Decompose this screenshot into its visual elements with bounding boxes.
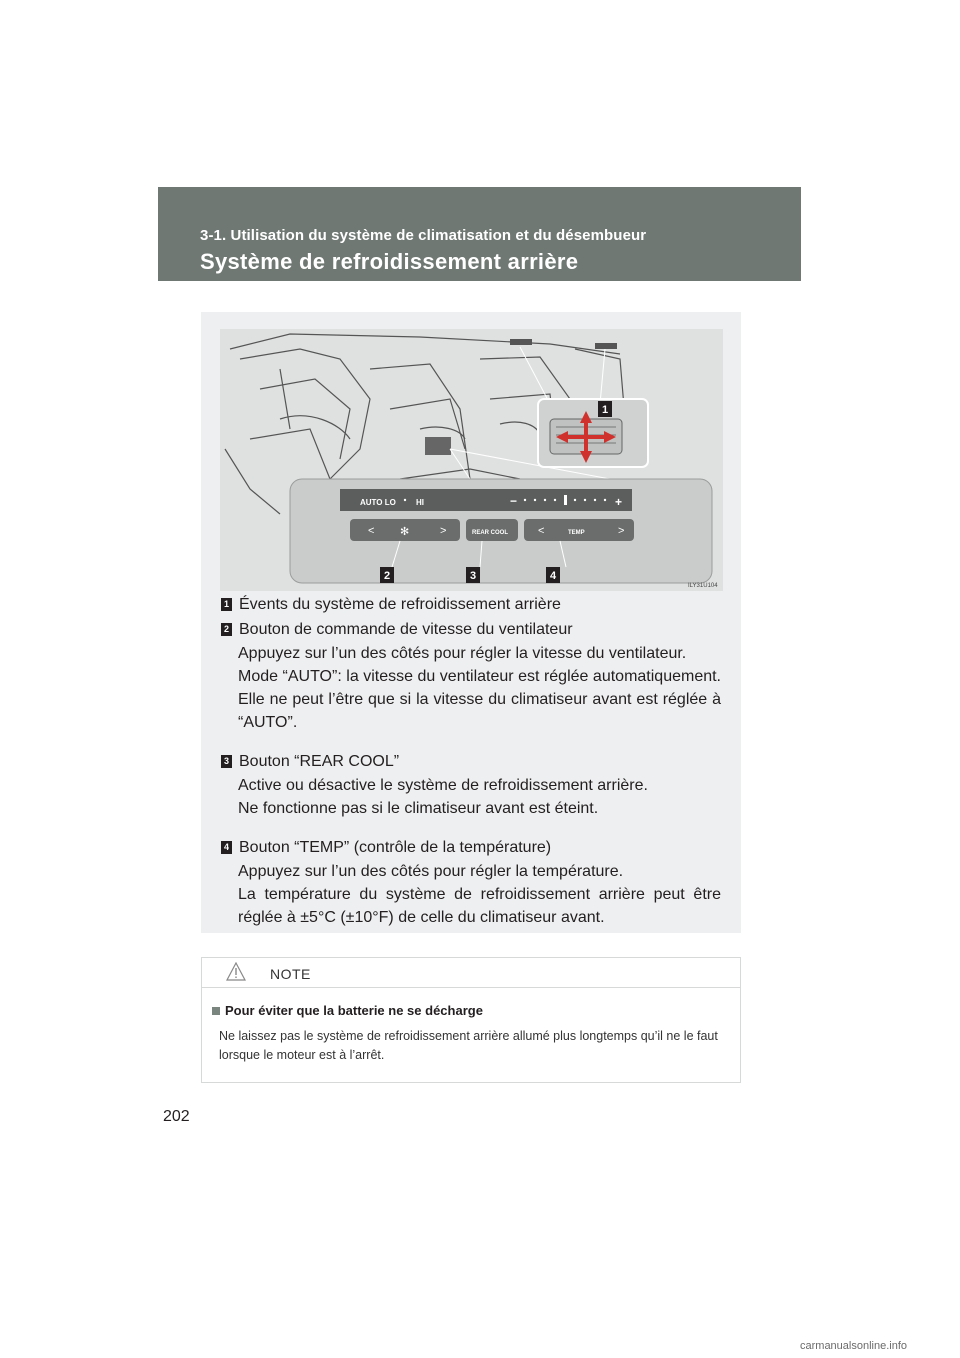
note-header [202, 958, 740, 988]
page-number: 202 [163, 1108, 190, 1125]
item-label: Évents du système de refroidissement arrière [239, 596, 561, 613]
item-number: 4 [221, 841, 232, 854]
item-description: Appuyez sur l’un des côtés pour régler la vitesse du ventilateur. [238, 645, 687, 662]
vent-slot-1 [510, 339, 532, 345]
car-interior-illustration [220, 329, 723, 591]
callout-3-text: 3 [469, 570, 477, 582]
note-text: Ne laissez pas le système de refroidissement arrière allumé plus longtemps qu’il ne le faut lorsque le moteur est à l’arrêt. [219, 1029, 718, 1062]
temp-label: TEMP [568, 530, 585, 536]
section-title: 3-1. Utilisation du système de climatisation et du désembueur [200, 227, 647, 244]
temp-right-arrow: > [618, 525, 625, 537]
item-description: Mode “AUTO”: la vitesse du ventilateur est réglée automatiquement. Elle ne peut l’être que si la vitesse du climatiseur avant est réglée à “AUTO”. [238, 668, 721, 731]
item-number: 3 [221, 755, 232, 768]
list-item [221, 750, 721, 820]
item-label: Bouton “REAR COOL” [239, 753, 400, 770]
fan-left-arrow: < [368, 525, 375, 537]
item-label: Bouton de commande de vitesse du ventilateur [239, 621, 573, 638]
fan-right-arrow: > [440, 525, 447, 537]
minus-label: − [510, 494, 518, 508]
page-title: Système de refroidissement arrière [200, 249, 579, 274]
item-description: Appuyez sur l’un des côtés pour régler la température. [238, 863, 624, 880]
section-header [158, 187, 801, 281]
figure-code: ILY31U104 [688, 583, 718, 589]
content-panel [201, 312, 741, 933]
item-description: La température du système de refroidissement arrière peut être réglée à ±5°C (±10°F) de celle du climatiseur avant. [238, 886, 721, 926]
note-subtitle [212, 1003, 483, 1018]
callout-1-text: 1 [601, 404, 609, 416]
note-box [201, 957, 741, 1083]
vent-slot-2 [595, 343, 617, 349]
temp-left-arrow: < [538, 525, 545, 537]
hi-label: HI [416, 498, 424, 507]
warning-icon [226, 962, 246, 981]
fan-icon: ✻ [400, 525, 410, 538]
item-list [221, 592, 721, 929]
list-item [221, 593, 721, 617]
rear-cool-label: REAR COOL [472, 530, 508, 536]
console-box [425, 437, 451, 455]
list-item [221, 618, 721, 734]
item-description: Ne fonctionne pas si le climatiseur avant est éteint. [238, 800, 599, 817]
illustration [220, 329, 723, 591]
item-label: Bouton “TEMP” (contrôle de la température) [239, 839, 552, 856]
bullet-square-icon [212, 1007, 220, 1015]
note-subtitle-text: Pour éviter que la batterie ne se décharge [225, 1003, 483, 1018]
watermark: carmanualsonline.info [800, 1340, 908, 1352]
item-number: 1 [221, 598, 232, 611]
callout-2-text: 2 [383, 570, 391, 582]
list-item [221, 836, 721, 929]
item-number: 2 [221, 623, 232, 636]
callout-4-text: 4 [549, 570, 557, 582]
auto-lo-label: AUTO LO [360, 498, 396, 507]
note-label: NOTE [270, 966, 311, 982]
plus-label: + [615, 495, 623, 509]
item-description: Active ou désactive le système de refroidissement arrière. [238, 777, 648, 794]
